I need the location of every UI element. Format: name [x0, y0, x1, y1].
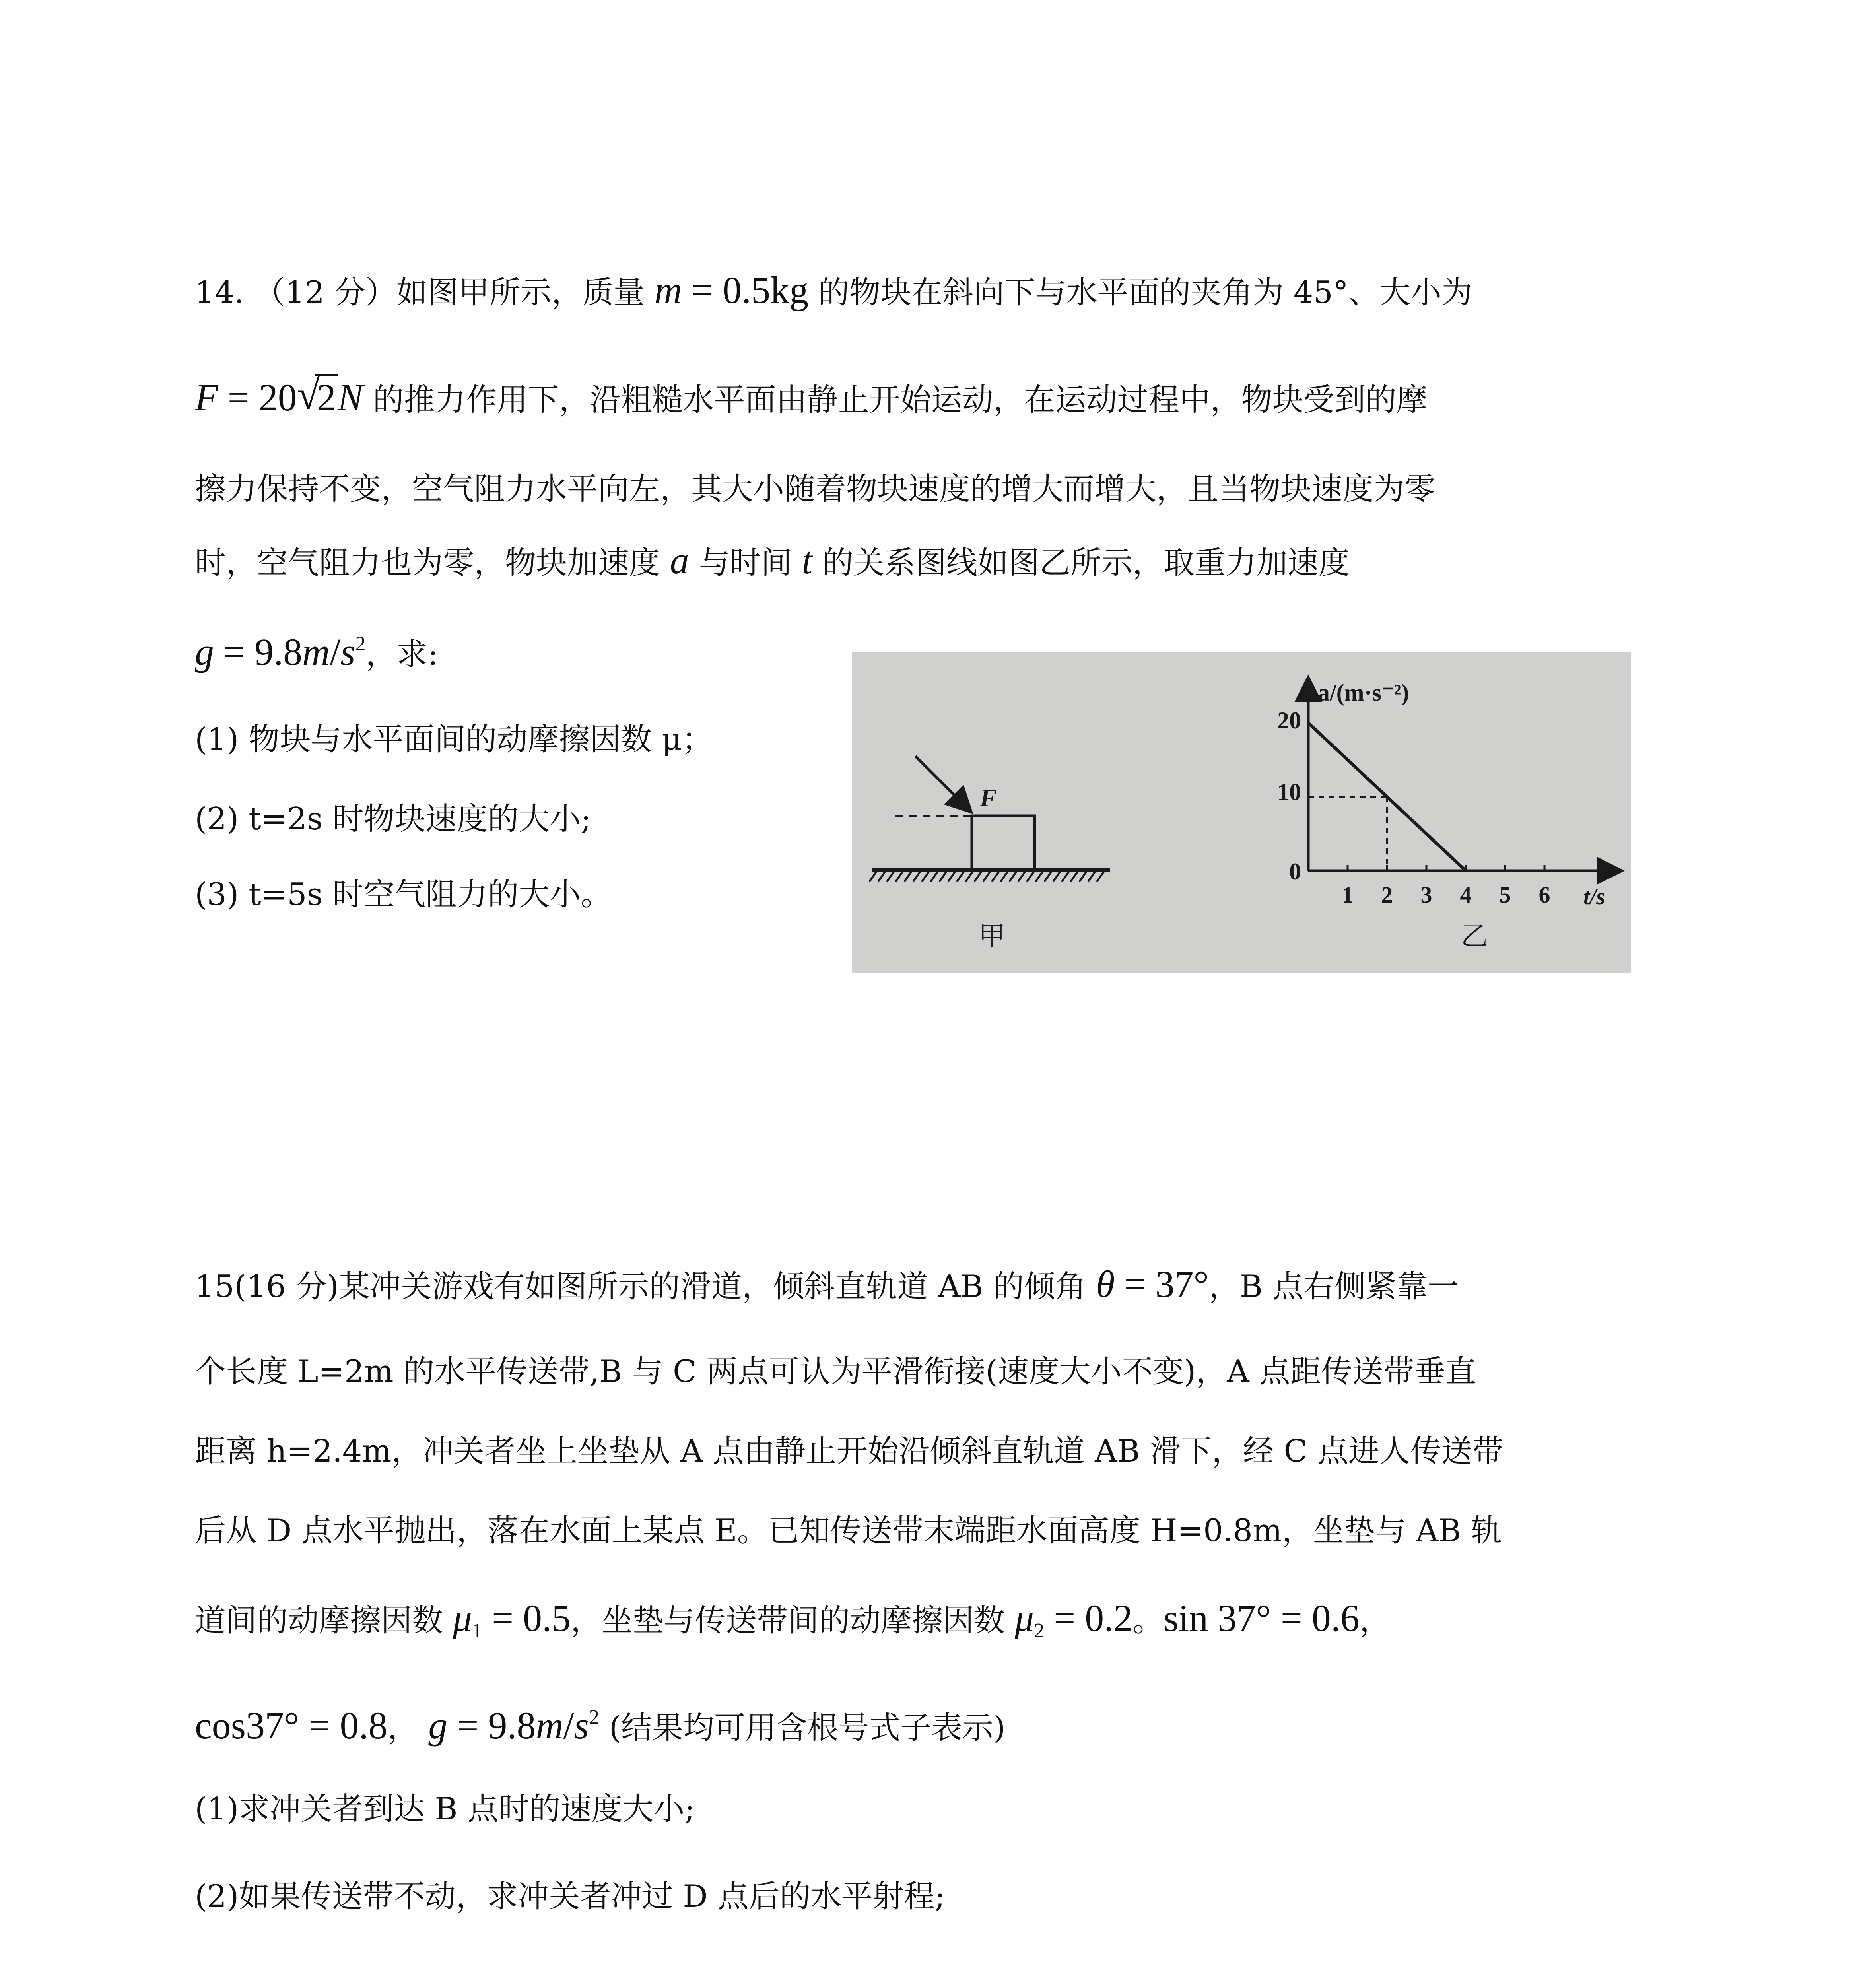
x-tick-label: 2 [1381, 882, 1393, 908]
y-tick-10: 10 [1277, 779, 1301, 805]
var-g2: g [428, 1704, 448, 1747]
y-tick-0: 0 [1289, 858, 1301, 885]
hatch-mark [939, 872, 946, 882]
sin-value: sin 37° = 0.6 [1164, 1597, 1360, 1639]
q14-line-4 [195, 541, 1350, 583]
unit-s: s [340, 631, 355, 673]
q15-line-5 [195, 1598, 1391, 1651]
g-value-2: = 9.8 [447, 1704, 536, 1747]
hatch-mark [904, 872, 911, 882]
q15-text-1a: 15(16 分)某冲关游戏有如图所示的滑道，倾斜直轨道 AB 的倾角 [195, 1269, 1096, 1305]
q14-text-4c: 的关系图线如图乙所示，取重力加速度 [812, 545, 1350, 581]
q14-figure [852, 652, 1631, 973]
hatch-mark [878, 872, 885, 882]
cos-value: cos37° = 0.8 [195, 1704, 388, 1747]
y-tick-20: 20 [1277, 707, 1301, 734]
unit-slash: / [330, 631, 341, 673]
q14-text-5b: ，求: [365, 637, 438, 672]
label-yi: 乙 [1461, 921, 1488, 952]
hatch-mark [1070, 872, 1078, 882]
unit-N: N [337, 376, 363, 419]
hatch-mark [1044, 872, 1051, 882]
hatch-mark [1079, 872, 1086, 882]
unit-sup: 2 [355, 633, 366, 655]
q14-sub-2: (2) t=2s 时物块速度的大小; [195, 801, 591, 837]
q14-text-4a: 时，空气阻力也为零，物块加速度 [195, 545, 670, 581]
q14-line-1 [195, 270, 1472, 313]
mu2-sub: 2 [1034, 1619, 1045, 1642]
q14-line-3 [195, 469, 1435, 509]
hatch-mark [992, 872, 999, 882]
hatch-mark [1035, 872, 1043, 882]
hatch-mark [1009, 872, 1016, 882]
hatch-mark [974, 872, 981, 882]
mu1-value: = 0.5 [482, 1597, 571, 1639]
hatch-mark [948, 872, 955, 882]
x-tick-label: 1 [1342, 882, 1354, 908]
hatch-mark [913, 872, 920, 882]
q15-line-2: 个长度 L=2m 的水平传送带,B 与 C 两点可认为平滑衔接(速度大小不变)，A 点距传送带垂直 [195, 1354, 1476, 1390]
q14-sub-3: (3) t=5s 时空气阻力的大小。 [195, 877, 612, 912]
var-t: t [802, 539, 813, 582]
hatch-mark [922, 872, 929, 882]
q15-text-5d: ， [1359, 1603, 1391, 1639]
var-theta: θ [1096, 1263, 1115, 1305]
diagram-jia [869, 756, 1110, 952]
hatch-mark [1000, 872, 1008, 882]
label-jia: 甲 [978, 921, 1006, 952]
var-a: a [670, 539, 689, 582]
var-m: m [654, 269, 682, 311]
sqrt-symbol [297, 378, 338, 417]
q14-text-4b: 与时间 [689, 545, 802, 581]
chart-yi [1277, 679, 1619, 952]
q14-text-2b: 的推力作用下，沿粗糙水平面由静止开始运动，在运动过程中，物块受到的摩 [363, 382, 1428, 418]
q15-text-1b: ，B 点右侧紧靠一 [1208, 1269, 1459, 1305]
hatch-mark [887, 872, 894, 882]
hatch-mark [1062, 872, 1069, 882]
q15-text-5a: 道间的动摩擦因数 [195, 1603, 453, 1639]
q15-text-6a: ， [387, 1710, 429, 1746]
unit-m-2: m [536, 1704, 563, 1747]
q15-line-3: 距离 h=2.4m，冲关者坐上坐垫从 A 点由静止开始沿倾斜直轨道 AB 滑下，经 C 点进人传送带 [195, 1433, 1503, 1469]
block [972, 816, 1035, 870]
sqrt-radicand: 2 [315, 374, 338, 419]
hatch-mark [930, 872, 938, 882]
ground-hatch [869, 872, 1104, 882]
x-axis-label: t/s [1583, 883, 1605, 909]
hatch-mark [869, 872, 876, 882]
mass-value: = 0.5kg [682, 269, 809, 311]
force-label: F [980, 784, 997, 812]
q14-line-5 [195, 624, 438, 674]
q15-sub-2: (2)如果传送带不动，求冲关者冲过 D 点后的水平射程; [195, 1879, 945, 1914]
hatch-mark [1097, 872, 1104, 882]
x-tick-label: 4 [1460, 882, 1472, 908]
hatch-mark [957, 872, 964, 882]
q14-intro: 14. （12 分）如图甲所示，质量 [195, 275, 655, 311]
q15-line-1 [195, 1264, 1459, 1307]
var-mu2: μ [1014, 1597, 1034, 1639]
q14-line-2 [195, 378, 1428, 420]
hatch-mark [965, 872, 973, 882]
var-g: g [195, 631, 214, 673]
unit-slash-2: / [563, 1704, 574, 1747]
hatch-mark [983, 872, 990, 882]
mu1-sub: 1 [472, 1619, 482, 1642]
y-axis-label: a/(m·s⁻²) [1318, 679, 1409, 706]
unit-m: m [302, 631, 330, 673]
force-eq: = 20 [218, 376, 297, 419]
q15-text-6b: (结果均可用含根号式子表示) [599, 1710, 1006, 1746]
g-value: = 9.8 [214, 631, 303, 673]
q15-sub-1: (1)求冲关者到达 B 点时的速度大小; [195, 1791, 695, 1827]
var-mu1: μ [453, 1597, 472, 1639]
x-tick-label: 3 [1420, 882, 1432, 908]
force-arrow [915, 756, 969, 810]
x-tick-label: 6 [1538, 882, 1550, 908]
mu2-value: = 0.2 [1044, 1597, 1133, 1639]
x-tick-label: 5 [1499, 882, 1511, 908]
q14-text-3: 擦力保持不变，空气阻力水平向左，其大小随着物块速度的增大而增大，且当物块速度为零 [195, 471, 1436, 507]
unit-s-2: s [574, 1704, 589, 1747]
q14-text-1b: 的物块在斜向下与水平面的夹角为 45°、大小为 [808, 275, 1472, 311]
q15-line-4: 后从 D 点水平抛出，落在水面上某点 E。已知传送带末端距水面高度 H=0.8m，坐垫与 AB 轨 [195, 1513, 1502, 1549]
unit-sup-2: 2 [589, 1706, 599, 1729]
var-F: F [195, 376, 218, 419]
q15-text-5c: 。 [1132, 1603, 1164, 1639]
hatch-mark [895, 872, 903, 882]
q15-line-6 [195, 1698, 1005, 1748]
hatch-mark [1053, 872, 1060, 882]
q14-sub-1: (1) 物块与水平面间的动摩擦因数 μ； [195, 722, 713, 757]
angle-value: = 37° [1115, 1263, 1209, 1305]
hatch-mark [1018, 872, 1025, 882]
hatch-mark [1027, 872, 1034, 882]
hatch-mark [1088, 872, 1095, 882]
q15-text-5b: ，坐垫与传送带间的动摩擦因数 [571, 1603, 1015, 1639]
